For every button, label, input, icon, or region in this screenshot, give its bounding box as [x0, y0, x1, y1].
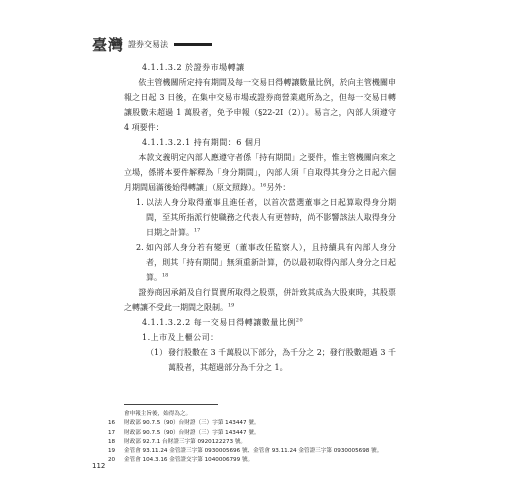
section-heading-4-1-1-3-2: 4.1.1.3.2 於證券市場轉讓: [142, 63, 245, 72]
footnote: 19 金管會 93.11.24 金管證三字第 0930005696 號、金管會 93.11.24 金管證三字第 0930005698 號。: [108, 448, 383, 455]
footnote-divider: [124, 404, 218, 405]
paragraph-underwriter: 證券商因承銷及自行買賣所取得之股票，併計致其成為大股東時，其股票之轉讓不受此一期間之限制。$^{19}$: [124, 288, 396, 312]
footnote-ref-16: 16: [260, 182, 267, 189]
footnote: 16 財政部 90.7.5（90）台財證（三）字第 143447 號。: [108, 420, 260, 427]
footnote: 會申報主旨後，始得為之。: [124, 411, 192, 417]
footnote-ref-18: 18: [162, 272, 169, 279]
header-rule: [174, 43, 212, 46]
page-number: 112: [92, 462, 106, 470]
footnote-ref-19: 19: [228, 302, 235, 309]
list-item: 1. 以法人身分取得董事且進任者，以首次當選董事之日起算取得身分期間，至其所指派行使職務之代表人有更替時，尚不影響該法人取得身分日期之計算。$^{17}$: [136, 198, 396, 237]
footnotes: [108, 410, 398, 466]
list-item: （1） 發行股數在 3 千萬股以下部分，為千分之 2；發行股數超過 3 千萬股者，其超過部分為千分之 1。: [146, 348, 396, 372]
footnote: 18 財政部 92.7.1 台財證三字第 0920122273 號。: [108, 438, 247, 445]
paragraph-intro: 依主管機關所定持有期間及每一交易日得轉讓數量比例，於向主管機關申報之日起 3 日後，在集中交易市場或證券商營業處所為之，但每一交易日轉讓股數未超過 1 萬股者，免予申報（§22-2I（2））。易言之，內部人須遵守 4 項要件：: [124, 78, 396, 132]
book-title: 證券交易法: [128, 40, 169, 49]
quota-list: [146, 345, 396, 375]
list-item: 2. 如內部人身分若有變更（董事改任監察人），且持續具有內部人身分者，則其「持有期間」無須重新計算，仍以最初取得內部人身分之日起算。$^{18}$: [136, 243, 396, 282]
footnote-ref-17: 17: [194, 227, 201, 234]
running-header: [92, 34, 212, 55]
section-heading-holding-period: 4.1.1.3.2.1 持有期間：6 個月: [142, 138, 262, 147]
section-heading-daily-quota: 4.1.1.3.2.2 每一交易日得轉讓數量比例$^{20}$: [142, 317, 304, 327]
paragraph-holding-period: 本款文義明定內部人應遵守者係「持有期間」之要件，惟主管機關向來之立場，係將本要件解釋為「身分期間」，內部人須「自取得其身分之日起六個月期間屆滿後始得轉讓」（原文照錄）。$^{16}$另外：: [124, 153, 396, 192]
logo: 臺灣: [92, 36, 125, 54]
main-text: [124, 60, 396, 375]
footnote: 17 財政部 90.7.5（90）台財證（三）字第 143447 號。: [108, 429, 260, 436]
sub-heading-listed: 1.上市及上櫃公司：: [142, 333, 219, 342]
holding-rules-list: [136, 195, 396, 285]
footnote-ref-20: 20: [295, 317, 304, 324]
footnote: 20 金管會 104.3.16 金管證交字第 1040006799 號。: [108, 457, 254, 464]
